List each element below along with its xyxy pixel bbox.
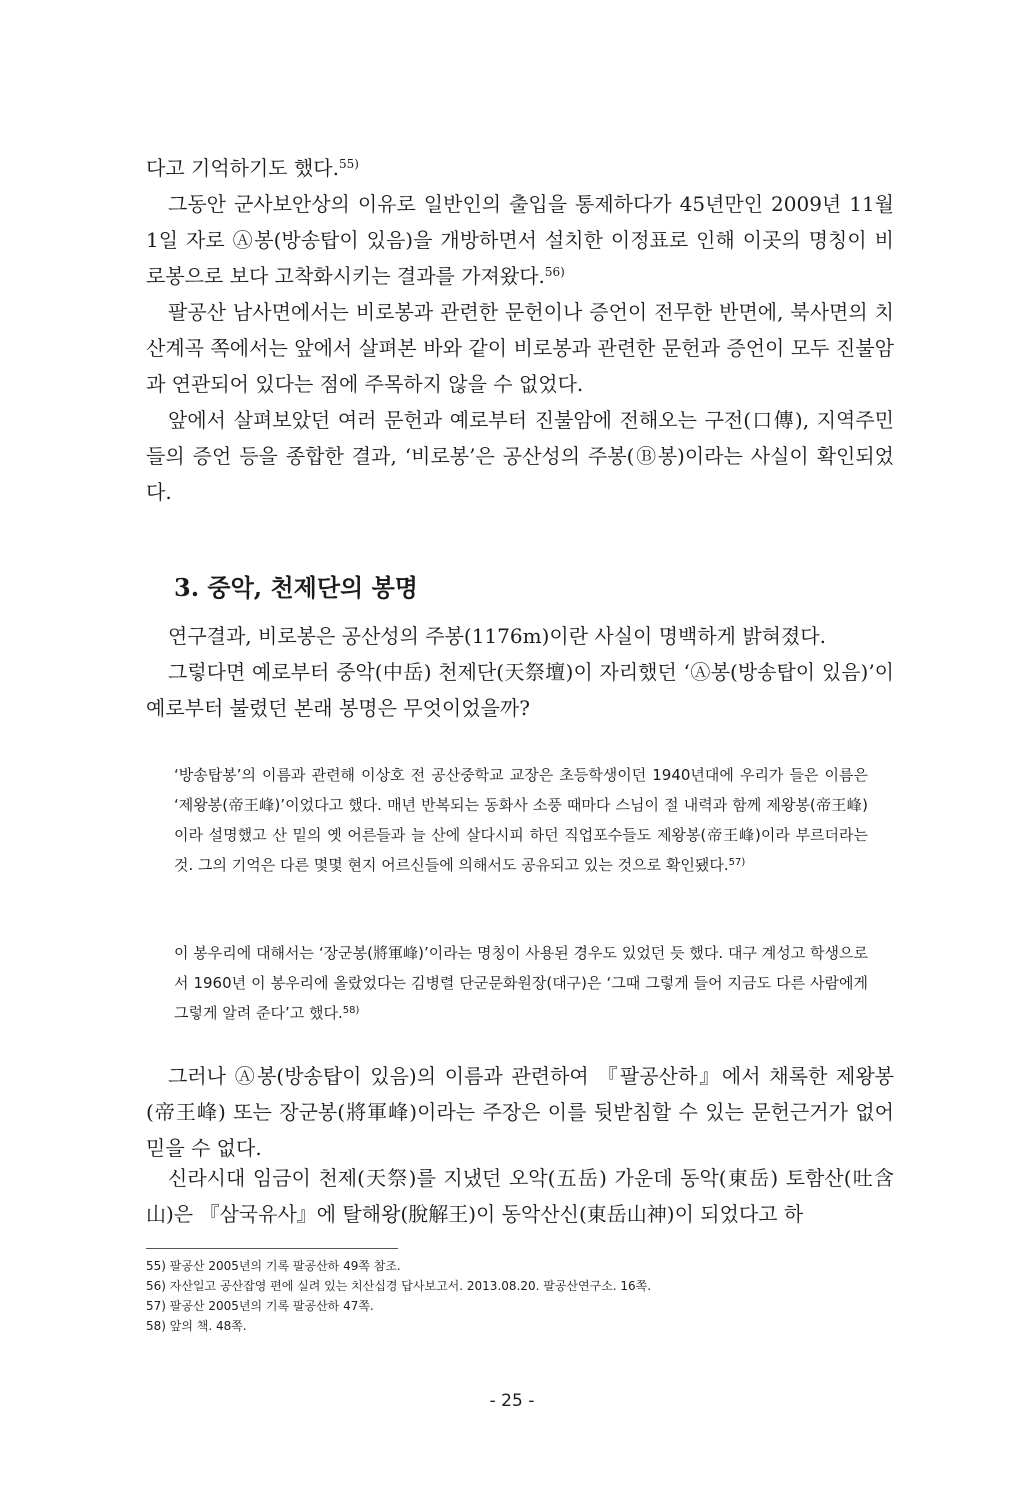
footnote-item: 56) 자산일고 공산잡영 편에 실려 있는 치산십경 답사보고서. 2013.08.20. 팔공산연구소. 16쪽. bbox=[146, 1279, 652, 1293]
footnote-item: 55) 팔공산 2005년의 기록 팔공산하 49쪽 참조. bbox=[146, 1259, 401, 1273]
paragraph-silla-rites: 신라시대 임금이 천제(天祭)를 지냈던 오악(五岳) 가운데 동악(東岳) 토함산(吐含山)은 『삼국유사』에 탈해왕(脫解王)이 동악산신(東岳山神)이 되었다고 하 bbox=[146, 1166, 894, 1226]
paragraph-continuation bbox=[146, 150, 894, 186]
footnote-list bbox=[146, 1256, 906, 1336]
footnote-item: 57) 팔공산 2005년의 기록 팔공산하 47쪽. bbox=[146, 1299, 374, 1313]
quote-text: 이 봉우리에 대해서는 ‘장군봉(將軍峰)’이라는 명칭이 사용된 경우도 있었던 듯 했다. 대구 계성고 학생으로서 1960년 이 봉우리에 올랐었다는 김병렬 단군문화원장(대구)은 ‘그때 그렇게 들어 지금도 다른 사람에게 그렇게 알려 준다’고 했다. bbox=[174, 944, 868, 1022]
paragraph-text: 다고 기억하기도 했다. bbox=[146, 156, 339, 180]
paragraph-text: 그동안 군사보안상의 이유로 일반인의 출입을 통제하다가 45년만인 2009년 11월 1일 자로 Ⓐ봉(방송탑이 있음)을 개방하면서 설치한 이정표로 인해 이곳의 명칭이 비로봉으로 보다 고착화시키는 결과를 가져왔다. bbox=[146, 192, 894, 288]
paragraph-question: 그렇다면 예로부터 중악(中岳) 천제단(天祭壇)이 자리했던 ‘Ⓐ봉(방송탑이 있음)’이 예로부터 불렸던 본래 봉명은 무엇이었을까? bbox=[146, 660, 894, 720]
quote-block-jewangbong bbox=[174, 760, 868, 880]
footnote-item: 58) 앞의 책. 48쪽. bbox=[146, 1319, 247, 1333]
paragraph-north-slope: 팔공산 남사면에서는 비로봉과 관련한 문헌이나 증언이 전무한 반면에, 북사면의 치산계곡 쪽에서는 앞에서 살펴본 바와 같이 비로봉과 관련한 문헌과 증언이 모두 진불암과 연관되어 있다는 점에 주목하지 않을 수 없었다. bbox=[146, 300, 894, 396]
section-heading: 3. 중악, 천제단의 봉명 bbox=[174, 573, 418, 602]
paragraph-research-result: 연구결과, 비로봉은 공산성의 주봉(1176m)이란 사실이 명백하게 밝혀졌다. bbox=[168, 624, 826, 648]
paragraph-viewing-access bbox=[146, 186, 894, 294]
footnote-ref: 58) bbox=[342, 1005, 360, 1016]
footnote-ref: 55) bbox=[338, 157, 359, 171]
footnote-ref: 56) bbox=[544, 265, 565, 279]
footnote-divider bbox=[146, 1248, 398, 1249]
paragraph-refutation: 그러나 Ⓐ봉(방송탑이 있음)의 이름과 관련하여 『팔공산하』에서 채록한 제왕봉(帝王峰) 또는 장군봉(將軍峰)이라는 주장은 이를 뒷받침할 수 있는 문헌근거가 없어 믿을 수 없다. bbox=[146, 1064, 894, 1160]
quote-block-janggunbong bbox=[174, 938, 868, 1028]
footnote-ref: 57) bbox=[728, 857, 746, 868]
paragraph-conclusion: 앞에서 살펴보았던 여러 문헌과 예로부터 진불암에 전해오는 구전(口傳), 지역주민들의 증언 등을 종합한 결과, ‘비로봉’은 공산성의 주봉(Ⓑ봉)이라는 사실이 확인되었다. bbox=[146, 408, 894, 504]
page-number: - 25 - bbox=[489, 1391, 535, 1411]
quote-text: ‘방송탑봉’의 이름과 관련해 이상호 전 공산중학교 교장은 초등학생이던 1940년대에 우리가 들은 이름은 ‘제왕봉(帝王峰)’이었다고 했다. 매년 반복되는 동화사 소풍 때마다 스님이 절 내력과 함께 제왕봉(帝王峰)이라 설명했고 산 밑의 옛 어른들과 늘 산에 살다시피 하던 직업포수들도 제왕봉(帝王峰)이라 부르더라는 것. 그의 기억은 다른 몇몇 현지 어르신들에 의해서도 공유되고 있는 것으로 확인됐다. bbox=[174, 766, 868, 874]
